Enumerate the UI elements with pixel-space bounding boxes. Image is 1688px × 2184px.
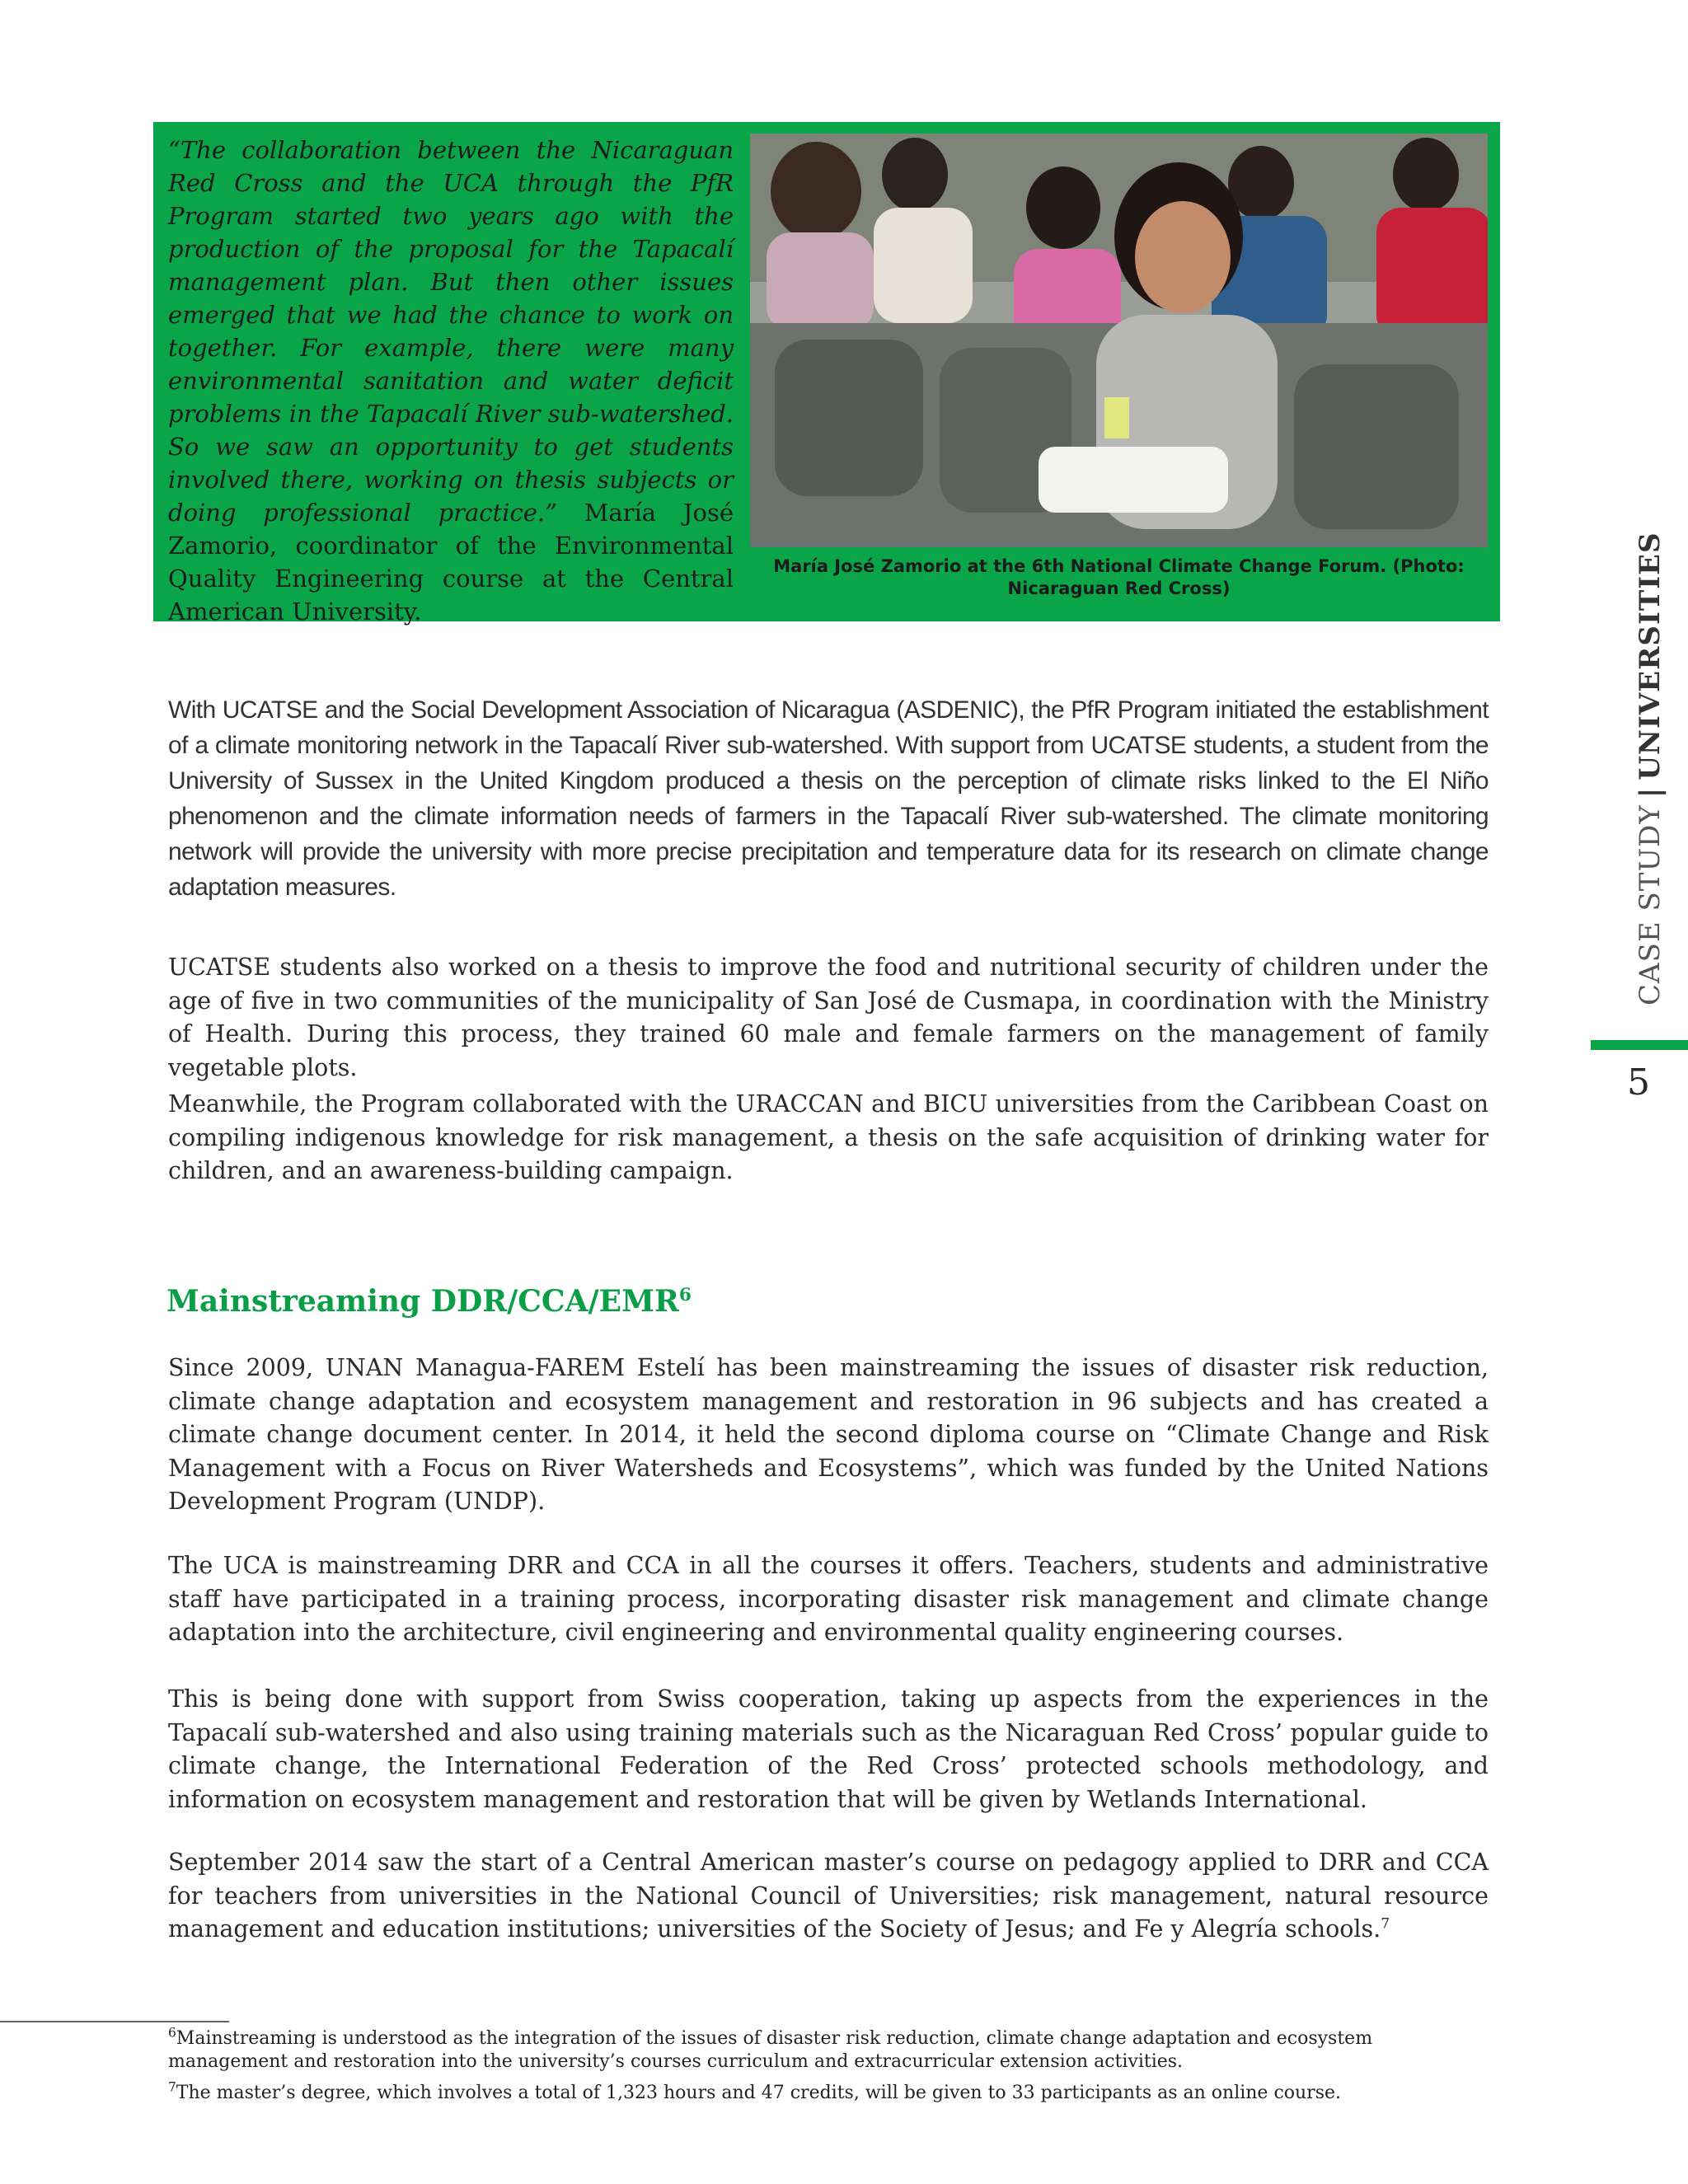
paragraph-ucatse-asdenic: With UCATSE and the Social Development Association of Nicaragua (ASDENIC), the PfR Program initiated the establishment of a climate monitoring network in the Tapacalí River sub-watershed. With support from UCATSE students, a student from the University of Sussex in the United Kingdom produced a thesis on the perception of climate risks linked to the El Niño phenomenon and the climate information needs of farmers in the Tapacalí River sub-watershed. The climate monitoring network will provide the university with more precise precipitation and temperature data for its research on climate change adaptation measures. [168,696,1489,901]
paragraph-masters-course [168,1846,1489,1947]
section-heading-text: Mainstreaming DDR/CCA/EMR [166,1284,679,1319]
footnote-7 [168,2079,1454,2105]
footnote-divider [0,2021,229,2022]
section-heading [166,1284,692,1319]
page-number: 5 [1627,1062,1650,1104]
footnote-6 [168,2027,1454,2074]
side-label-universities: UNIVERSITIES [1634,532,1667,780]
paragraph-unan-managua: Since 2009, UNAN Managua-FAREM Estelí has been mainstreaming the issues of disaster risk reduction, climate change adaptation and ecosystem management and restoration in 96 subjects and has created a climate change document center. In 2014, it held the second diploma course on “Climate Change and Risk Management with a Focus on River Watersheds and Ecosystems”, which was funded by the United Nations Development Program (UNDP). [168,1354,1489,1515]
paragraph-ucatse-thesis: UCATSE students also worked on a thesis to improve the food and nutritional security of children under the age of five in two communities of the municipality of San José de Cusmapa, in coordination with the Ministry of Health. During this process, they trained 60 male and female farmers on the management of family vegetable plots. [168,954,1489,1081]
paragraph-swiss-cooperation: This is being done with support from Swiss cooperation, taking up aspects from the experiences in the Tapacalí sub-watershed and also using training materials such as the Nicaraguan Red Cross’ popular guide to climate change, the International Federation of the Red Cross’ protected schools methodology, and information on ecosystem management and restoration that will be given by Wetlands International. [168,1685,1489,1813]
photo-maria-jose-zamorio [750,134,1488,547]
side-label-case-study: CASE STUDY [1634,804,1667,1005]
footnote-6-number: 6 [168,2025,176,2041]
footnote-ref-6: 6 [678,1285,692,1305]
footnote-7-text: The master’s degree, which involves a total of 1,323 hours and 47 credits, will be given to 33 participants as an online course. [176,2083,1341,2103]
footnote-ref-7: 7 [1381,1915,1390,1933]
photo-caption: María José Zamorio at the 6th National Climate Change Forum. (Photo: Nicaraguan Red Cross) [773,556,1465,598]
side-accent-bar [1591,1040,1688,1050]
paragraph-caribbean-coast: Meanwhile, the Program collaborated with the URACCAN and BICU universities from the Caribbean Coast on compiling indigenous knowledge for risk management, a thesis on the safe acquisition of drinking water for children, and an awareness-building campaign. [168,1090,1489,1184]
quote-box [153,122,1500,626]
footnote-6-text: Mainstreaming is understood as the integration of the issues of disaster risk reduction, climate change adaptation and ecosystem management and restoration into the university’s courses curriculum and extracurricular extension activities. [168,2028,1373,2072]
pull-quote [168,134,734,628]
masters-course-text: September 2014 saw the start of a Central American master’s course on pedagogy applied to DRR and CCA for teachers from universities in the National Council of Universities; risk management, natural resource management and education institutions; universities of the Society of Jesus; and Fe y Alegría schools. [168,1849,1489,1943]
side-section-label [1634,532,1667,1005]
quote-attribution: María José Zamorio, coordinator of the Environmental Quality Engineering course at the Central American University. [168,499,734,626]
footnote-7-number: 7 [168,2079,176,2095]
side-label-separator: | [1634,786,1667,799]
quote-body: “The collaboration between the Nicaraguan Red Cross and the UCA through the PfR Program started two years ago with the production of the proposal for the Tapacalí management plan. But then other issues emerged that we had the chance to work on together. For example, there were many environmental sanitation and water deficit problems in the Tapacalí River sub-watershed. So we saw an opportunity to get students involved there, working on thesis subjects or doing professional practice.” [168,136,734,527]
paragraph-uca-mainstreaming: The UCA is mainstreaming DRR and CCA in all the courses it offers. Teachers, students and administrative staff have participated in a training process, incorporating disaster risk management and climate change adaptation into the architecture, civil engineering and environmental quality engineering courses. [168,1552,1489,1646]
forum-photo-illustration [750,134,1488,547]
